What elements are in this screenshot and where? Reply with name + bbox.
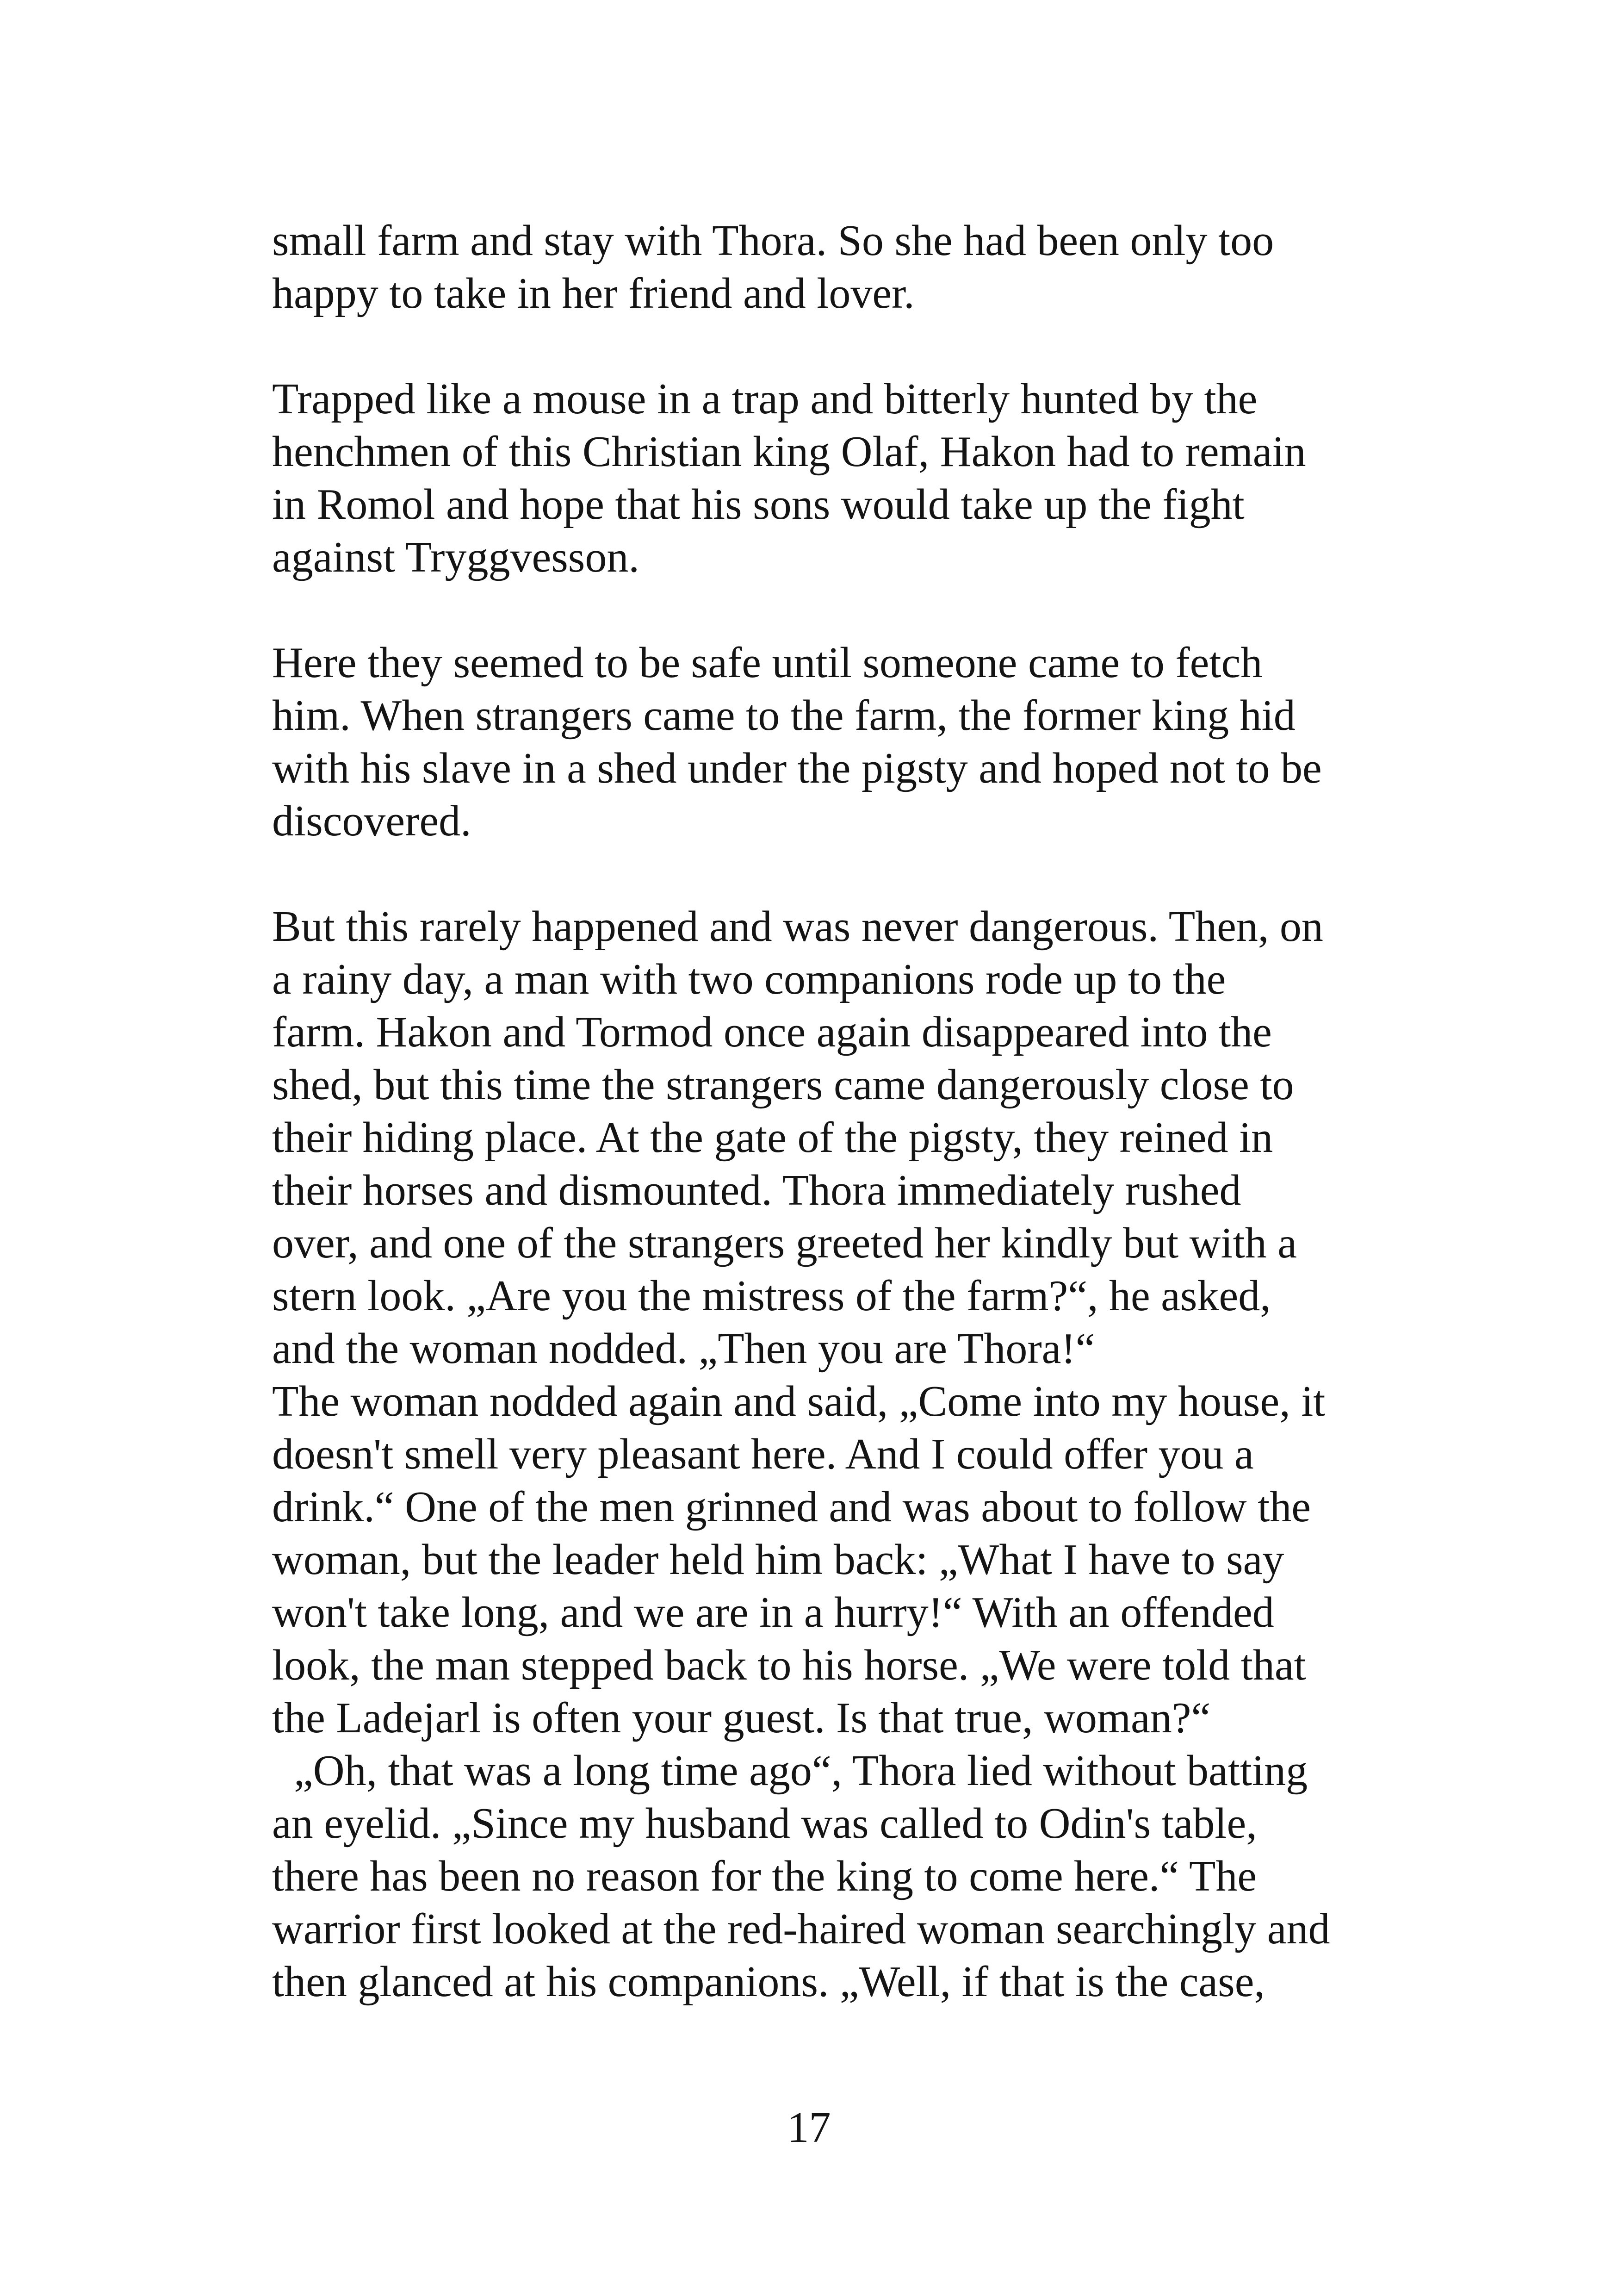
text-line: drink.“ One of the men grinned and was about to follow the xyxy=(272,1483,1311,1531)
text-line: the Ladejarl is often your guest. Is that true, woman?“ xyxy=(272,1694,1211,1742)
text-line: and the woman nodded. „Then you are Thora!“ xyxy=(272,1325,1095,1373)
text-line: an eyelid. „Since my husband was called to Odin's table, xyxy=(272,1799,1257,1848)
paragraph xyxy=(272,900,1438,2008)
text-line: But this rarely happened and was never dangerous. Then, on xyxy=(272,902,1323,951)
text-line: over, and one of the strangers greeted her kindly but with a xyxy=(272,1219,1297,1267)
text-line: their hiding place. At the gate of the pigsty, they reined in xyxy=(272,1114,1273,1162)
paragraph-gap xyxy=(272,584,1438,636)
text-line: happy to take in her friend and lover. xyxy=(272,269,915,317)
text-line: there has been no reason for the king to come here.“ The xyxy=(272,1852,1257,1900)
paragraph xyxy=(272,373,1438,584)
text-line: their horses and dismounted. Thora immediately rushed xyxy=(272,1166,1241,1214)
paragraph-gap xyxy=(272,847,1438,900)
text-line: henchmen of this Christian king Olaf, Hakon had to remain xyxy=(272,428,1306,476)
paragraph xyxy=(272,214,1438,320)
text-line: won't take long, and we are in a hurry!“ With an offended xyxy=(272,1588,1274,1636)
body-text xyxy=(272,214,1438,2008)
page-number: 17 xyxy=(787,2103,831,2152)
text-line: then glanced at his companions. „Well, if that is the case, xyxy=(272,1958,1265,2006)
text-line: small farm and stay with Thora. So she had been only too xyxy=(272,217,1274,265)
paragraph xyxy=(272,636,1438,847)
text-line: „Oh, that was a long time ago“, Thora lied without batting xyxy=(272,1747,1308,1795)
text-line: with his slave in a shed under the pigsty and hoped not to be xyxy=(272,744,1322,792)
text-line: discovered. xyxy=(272,797,471,845)
text-line: against Tryggvesson. xyxy=(272,533,639,581)
text-line: woman, but the leader held him back: „What I have to say xyxy=(272,1536,1284,1584)
text-line: Here they seemed to be safe until someone came to fetch xyxy=(272,639,1263,687)
text-line: him. When strangers came to the farm, the former king hid xyxy=(272,691,1296,740)
text-line: Trapped like a mouse in a trap and bitterly hunted by the xyxy=(272,375,1258,423)
text-line: farm. Hakon and Tormod once again disappeared into the xyxy=(272,1008,1272,1056)
text-line: in Romol and hope that his sons would take up the fight xyxy=(272,480,1245,529)
text-line: look, the man stepped back to his horse. „We were told that xyxy=(272,1641,1306,1689)
text-line: doesn't smell very pleasant here. And I could offer you a xyxy=(272,1430,1254,1478)
text-line: stern look. „Are you the mistress of the farm?“, he asked, xyxy=(272,1272,1271,1320)
text-line: shed, but this time the strangers came dangerously close to xyxy=(272,1061,1294,1109)
text-line: a rainy day, a man with two companions rode up to the xyxy=(272,955,1226,1003)
text-line: The woman nodded again and said, „Come into my house, it xyxy=(272,1377,1326,1425)
paragraph-gap xyxy=(272,320,1438,373)
text-line: warrior first looked at the red-haired woman searchingly and xyxy=(272,1905,1330,1953)
